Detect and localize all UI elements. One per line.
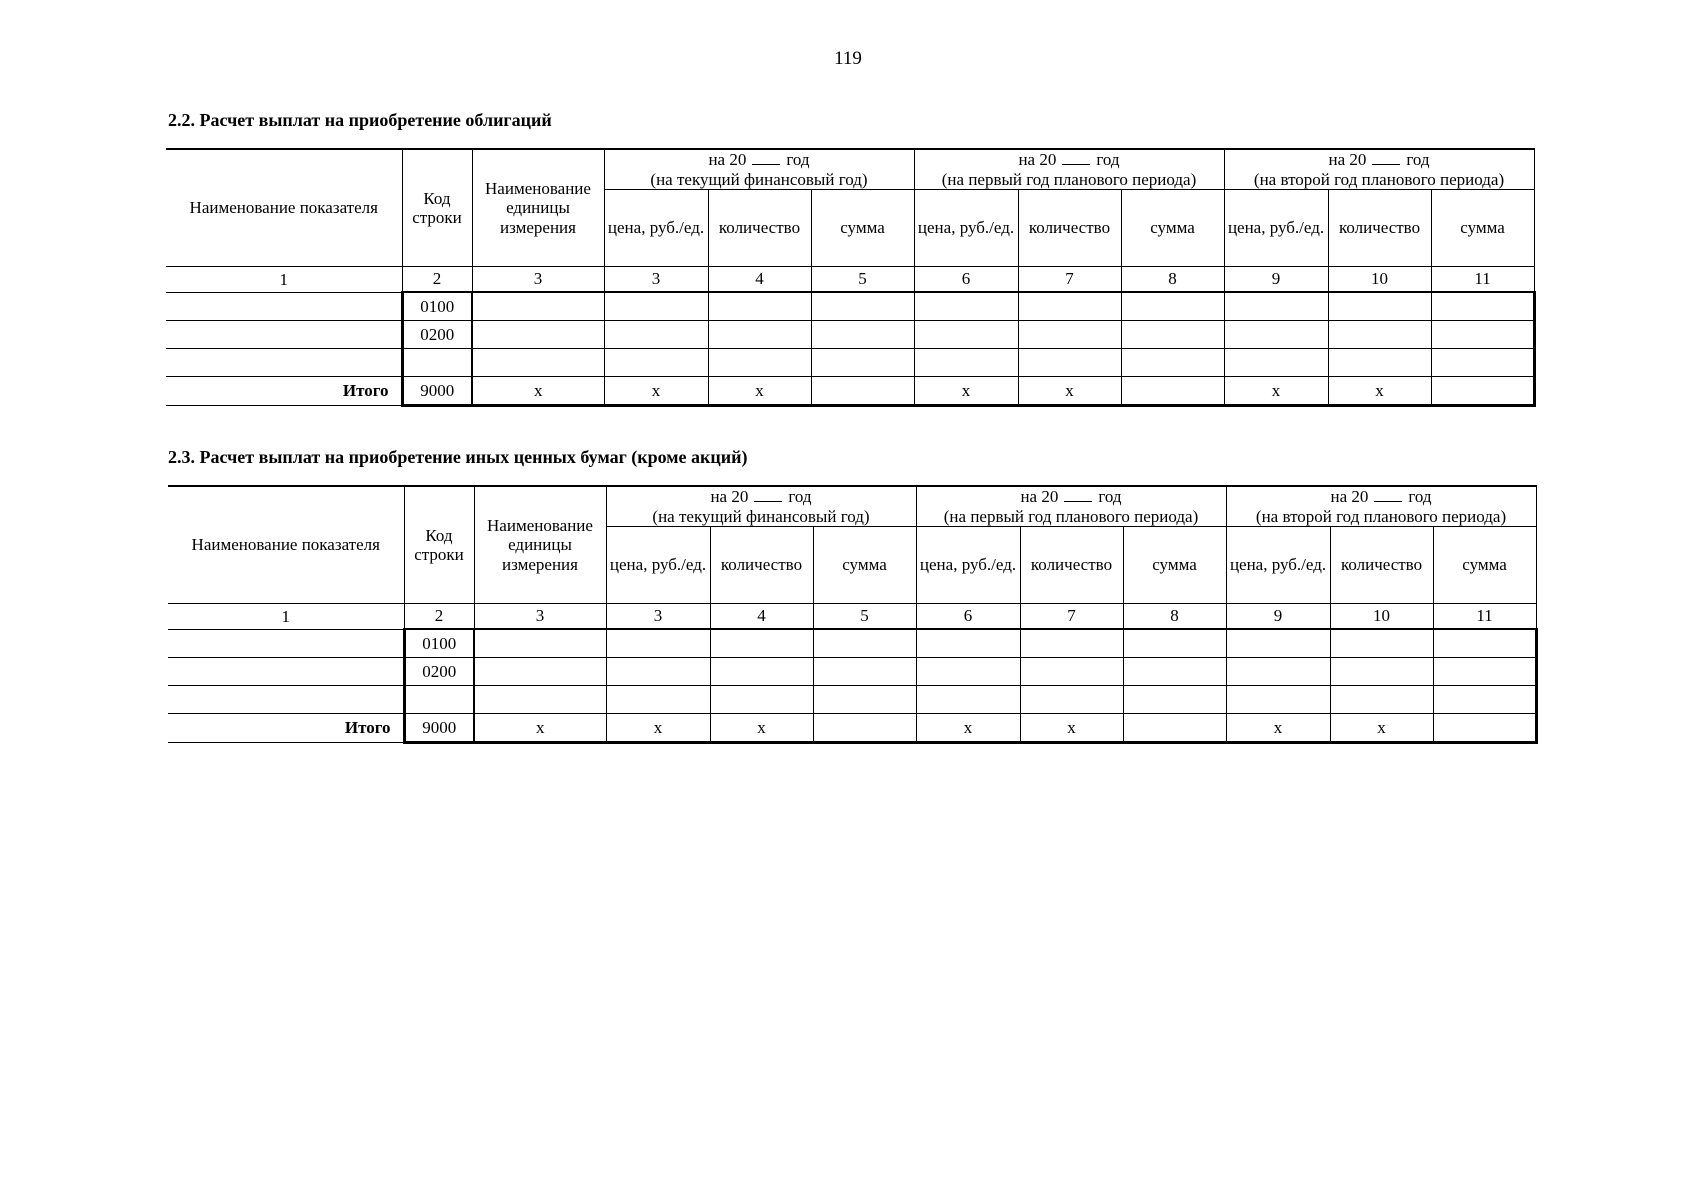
period-subtitle: (на первый год планового периода)	[941, 169, 1197, 189]
row-value-cell[interactable]	[811, 349, 914, 377]
row-unit[interactable]: x	[474, 714, 606, 743]
row-value-cell[interactable]	[710, 686, 813, 714]
header-sum: сумма	[1123, 527, 1226, 604]
row-value-cell[interactable]	[606, 629, 710, 658]
payments-table	[166, 148, 1536, 407]
row-indicator-name[interactable]	[168, 629, 404, 658]
row-value-cell[interactable]	[1328, 321, 1431, 349]
payments-table	[168, 485, 1538, 744]
column-numbers-row	[168, 604, 1536, 630]
column-number: 3	[604, 267, 708, 293]
row-code: 9000	[402, 377, 472, 406]
period-year-suffix: год	[1098, 487, 1122, 506]
row-value-cell[interactable]	[1431, 349, 1534, 377]
row-value-cell[interactable]	[813, 629, 916, 658]
header-sum: сумма	[811, 190, 914, 267]
header-row-periods	[166, 149, 1534, 190]
row-unit[interactable]: x	[472, 377, 604, 406]
row-value-cell[interactable]	[1226, 686, 1330, 714]
column-number: 7	[1018, 267, 1121, 293]
header-quantity: количество	[1328, 190, 1431, 267]
header-quantity: количество	[1020, 527, 1123, 604]
row-indicator-name[interactable]: Итого	[166, 377, 402, 406]
row-value-cell[interactable]	[1330, 658, 1433, 686]
row-value-cell[interactable]	[1328, 349, 1431, 377]
year-blank-field[interactable]	[752, 150, 780, 165]
row-value-cell[interactable]	[1121, 349, 1224, 377]
header-period-2	[916, 486, 1226, 527]
period-year-prefix: на 20	[1330, 487, 1369, 506]
period-year-label	[915, 150, 1224, 170]
row-value-cell[interactable]	[813, 658, 916, 686]
row-value-cell[interactable]	[604, 349, 708, 377]
row-value-cell[interactable]: x	[710, 714, 813, 743]
row-value-cell[interactable]	[1431, 321, 1534, 349]
column-number: 8	[1123, 604, 1226, 630]
row-value-cell[interactable]	[813, 714, 916, 743]
period-subtitle: (на второй год планового периода)	[1255, 506, 1507, 526]
row-value-cell[interactable]: x	[1224, 377, 1328, 406]
period-year-suffix: год	[788, 487, 812, 506]
table-row	[166, 292, 1534, 321]
row-value-cell[interactable]	[1226, 629, 1330, 658]
year-blank-field[interactable]	[1374, 487, 1402, 502]
header-price: цена, руб./ед.	[916, 527, 1020, 604]
header-price: цена, руб./ед.	[914, 190, 1018, 267]
column-number: 10	[1330, 604, 1433, 630]
period-subtitle: (на текущий финансовый год)	[652, 506, 870, 526]
table-row	[166, 349, 1534, 377]
header-unit-name: Наименование единицы измерения	[474, 486, 606, 604]
period-year-suffix: год	[1408, 487, 1432, 506]
header-quantity: количество	[710, 527, 813, 604]
table-row	[166, 377, 1534, 406]
year-blank-field[interactable]	[1064, 487, 1092, 502]
header-period-1	[606, 486, 916, 527]
row-value-cell[interactable]	[813, 686, 916, 714]
row-value-cell[interactable]	[1330, 629, 1433, 658]
header-period-3	[1226, 486, 1536, 527]
header-indicator-name: Наименование показателя	[166, 149, 402, 267]
row-code: 0200	[402, 321, 472, 349]
period-year-suffix: год	[1406, 150, 1430, 169]
row-value-cell[interactable]	[1018, 292, 1121, 321]
row-value-cell[interactable]	[606, 658, 710, 686]
row-indicator-name[interactable]	[166, 292, 402, 321]
row-value-cell[interactable]	[1330, 686, 1433, 714]
header-period-1	[604, 149, 914, 190]
period-year-prefix: на 20	[1018, 150, 1057, 169]
row-code: 9000	[404, 714, 474, 743]
row-value-cell[interactable]	[1018, 321, 1121, 349]
row-indicator-name[interactable]	[168, 686, 404, 714]
header-sum: сумма	[1121, 190, 1224, 267]
row-value-cell[interactable]	[604, 292, 708, 321]
column-number: 2	[404, 604, 474, 630]
column-number: 2	[402, 267, 472, 293]
header-sum: сумма	[813, 527, 916, 604]
header-price: цена, руб./ед.	[1224, 190, 1328, 267]
header-quantity: количество	[1330, 527, 1433, 604]
year-blank-field[interactable]	[1062, 150, 1090, 165]
row-code: 0100	[402, 292, 472, 321]
row-value-cell[interactable]	[710, 629, 813, 658]
period-year-label	[1227, 487, 1536, 507]
row-value-cell[interactable]	[1431, 377, 1534, 406]
row-value-cell[interactable]	[1433, 714, 1536, 743]
row-value-cell[interactable]	[811, 377, 914, 406]
row-value-cell[interactable]: x	[604, 377, 708, 406]
header-quantity: количество	[708, 190, 811, 267]
row-value-cell[interactable]	[1433, 686, 1536, 714]
row-value-cell[interactable]	[1121, 377, 1224, 406]
column-number: 1	[166, 267, 402, 293]
row-value-cell[interactable]	[914, 349, 1018, 377]
column-number: 5	[813, 604, 916, 630]
row-value-cell[interactable]	[916, 658, 1020, 686]
row-value-cell[interactable]	[1433, 629, 1536, 658]
row-value-cell[interactable]: x	[1226, 714, 1330, 743]
column-number: 9	[1224, 267, 1328, 293]
row-value-cell[interactable]	[1431, 292, 1534, 321]
column-number: 4	[708, 267, 811, 293]
row-code: 0200	[404, 658, 474, 686]
section-title: 2.3. Расчет выплат на приобретение иных ценных бумаг (кроме акций)	[168, 447, 748, 467]
row-indicator-name[interactable]	[168, 658, 404, 686]
row-value-cell[interactable]: x	[1328, 377, 1431, 406]
period-year-suffix: год	[1096, 150, 1120, 169]
period-year-label	[605, 150, 914, 170]
row-value-cell[interactable]: x	[914, 377, 1018, 406]
row-value-cell[interactable]	[811, 321, 914, 349]
row-code	[402, 349, 472, 377]
row-value-cell[interactable]	[708, 292, 811, 321]
column-number: 3	[472, 267, 604, 293]
row-code	[404, 686, 474, 714]
header-period-3	[1224, 149, 1534, 190]
period-year-prefix: на 20	[710, 487, 749, 506]
column-number: 4	[710, 604, 813, 630]
period-subtitle: (на текущий финансовый год)	[650, 169, 868, 189]
year-blank-field[interactable]	[1372, 150, 1400, 165]
row-value-cell[interactable]	[708, 321, 811, 349]
header-sum: сумма	[1433, 527, 1536, 604]
row-value-cell[interactable]	[1328, 292, 1431, 321]
row-value-cell[interactable]	[916, 686, 1020, 714]
row-value-cell[interactable]	[1020, 658, 1123, 686]
header-price: цена, руб./ед.	[604, 190, 708, 267]
column-number: 1	[168, 604, 404, 630]
period-subtitle: (на первый год планового периода)	[943, 506, 1199, 526]
column-number: 10	[1328, 267, 1431, 293]
row-value-cell[interactable]	[1224, 321, 1328, 349]
row-value-cell[interactable]	[1123, 629, 1226, 658]
header-price: цена, руб./ед.	[606, 527, 710, 604]
header-price: цена, руб./ед.	[1226, 527, 1330, 604]
header-sum: сумма	[1431, 190, 1534, 267]
table-row	[168, 686, 1536, 714]
row-value-cell[interactable]	[1020, 629, 1123, 658]
row-value-cell[interactable]	[710, 658, 813, 686]
row-indicator-name[interactable]	[166, 321, 402, 349]
column-numbers-row	[166, 267, 1534, 293]
header-row-code: Код строки	[404, 486, 474, 604]
row-indicator-name[interactable]: Итого	[168, 714, 404, 743]
column-number: 8	[1121, 267, 1224, 293]
period-year-prefix: на 20	[1020, 487, 1059, 506]
row-value-cell[interactable]: x	[1018, 377, 1121, 406]
row-value-cell[interactable]	[914, 321, 1018, 349]
row-value-cell[interactable]	[1020, 686, 1123, 714]
period-year-label	[607, 487, 916, 507]
row-value-cell[interactable]	[914, 292, 1018, 321]
table-row	[168, 629, 1536, 658]
period-subtitle: (на второй год планового периода)	[1253, 169, 1505, 189]
row-unit[interactable]	[474, 686, 606, 714]
row-value-cell[interactable]	[1224, 349, 1328, 377]
column-number: 7	[1020, 604, 1123, 630]
column-number: 6	[916, 604, 1020, 630]
header-quantity: количество	[1018, 190, 1121, 267]
column-number: 3	[474, 604, 606, 630]
page-number: 119	[834, 48, 862, 69]
row-unit[interactable]	[474, 658, 606, 686]
row-value-cell[interactable]: x	[1330, 714, 1433, 743]
header-indicator-name: Наименование показателя	[168, 486, 404, 604]
header-row-code: Код строки	[402, 149, 472, 267]
row-value-cell[interactable]	[708, 349, 811, 377]
column-number: 11	[1431, 267, 1534, 293]
row-value-cell[interactable]: x	[708, 377, 811, 406]
table-row	[168, 658, 1536, 686]
row-unit[interactable]	[474, 629, 606, 658]
period-year-suffix: год	[786, 150, 810, 169]
table-row	[168, 714, 1536, 743]
row-value-cell[interactable]	[1121, 321, 1224, 349]
row-value-cell[interactable]: x	[1020, 714, 1123, 743]
row-value-cell[interactable]	[1123, 714, 1226, 743]
row-value-cell[interactable]	[811, 292, 914, 321]
row-value-cell[interactable]	[1123, 658, 1226, 686]
row-value-cell[interactable]: x	[916, 714, 1020, 743]
period-year-label	[917, 487, 1226, 507]
row-value-cell[interactable]	[1121, 292, 1224, 321]
header-unit-name: Наименование единицы измерения	[472, 149, 604, 267]
column-number: 3	[606, 604, 710, 630]
column-number: 9	[1226, 604, 1330, 630]
header-row-periods	[168, 486, 1536, 527]
year-blank-field[interactable]	[754, 487, 782, 502]
column-number: 6	[914, 267, 1018, 293]
row-indicator-name[interactable]	[166, 349, 402, 377]
row-value-cell[interactable]	[916, 629, 1020, 658]
row-code: 0100	[404, 629, 474, 658]
row-unit[interactable]	[472, 292, 604, 321]
column-number: 5	[811, 267, 914, 293]
row-value-cell[interactable]	[606, 686, 710, 714]
row-value-cell[interactable]	[1433, 658, 1536, 686]
row-value-cell[interactable]	[1224, 292, 1328, 321]
column-number: 11	[1433, 604, 1536, 630]
section-title: 2.2. Расчет выплат на приобретение облигаций	[168, 110, 552, 130]
period-year-label	[1225, 150, 1534, 170]
row-value-cell[interactable]	[1018, 349, 1121, 377]
period-year-prefix: на 20	[1328, 150, 1367, 169]
header-period-2	[914, 149, 1224, 190]
row-value-cell[interactable]	[1123, 686, 1226, 714]
period-year-prefix: на 20	[708, 150, 747, 169]
row-value-cell[interactable]	[604, 321, 708, 349]
row-value-cell[interactable]: x	[606, 714, 710, 743]
row-unit[interactable]	[472, 349, 604, 377]
table-row	[166, 321, 1534, 349]
row-unit[interactable]	[472, 321, 604, 349]
row-value-cell[interactable]	[1226, 658, 1330, 686]
